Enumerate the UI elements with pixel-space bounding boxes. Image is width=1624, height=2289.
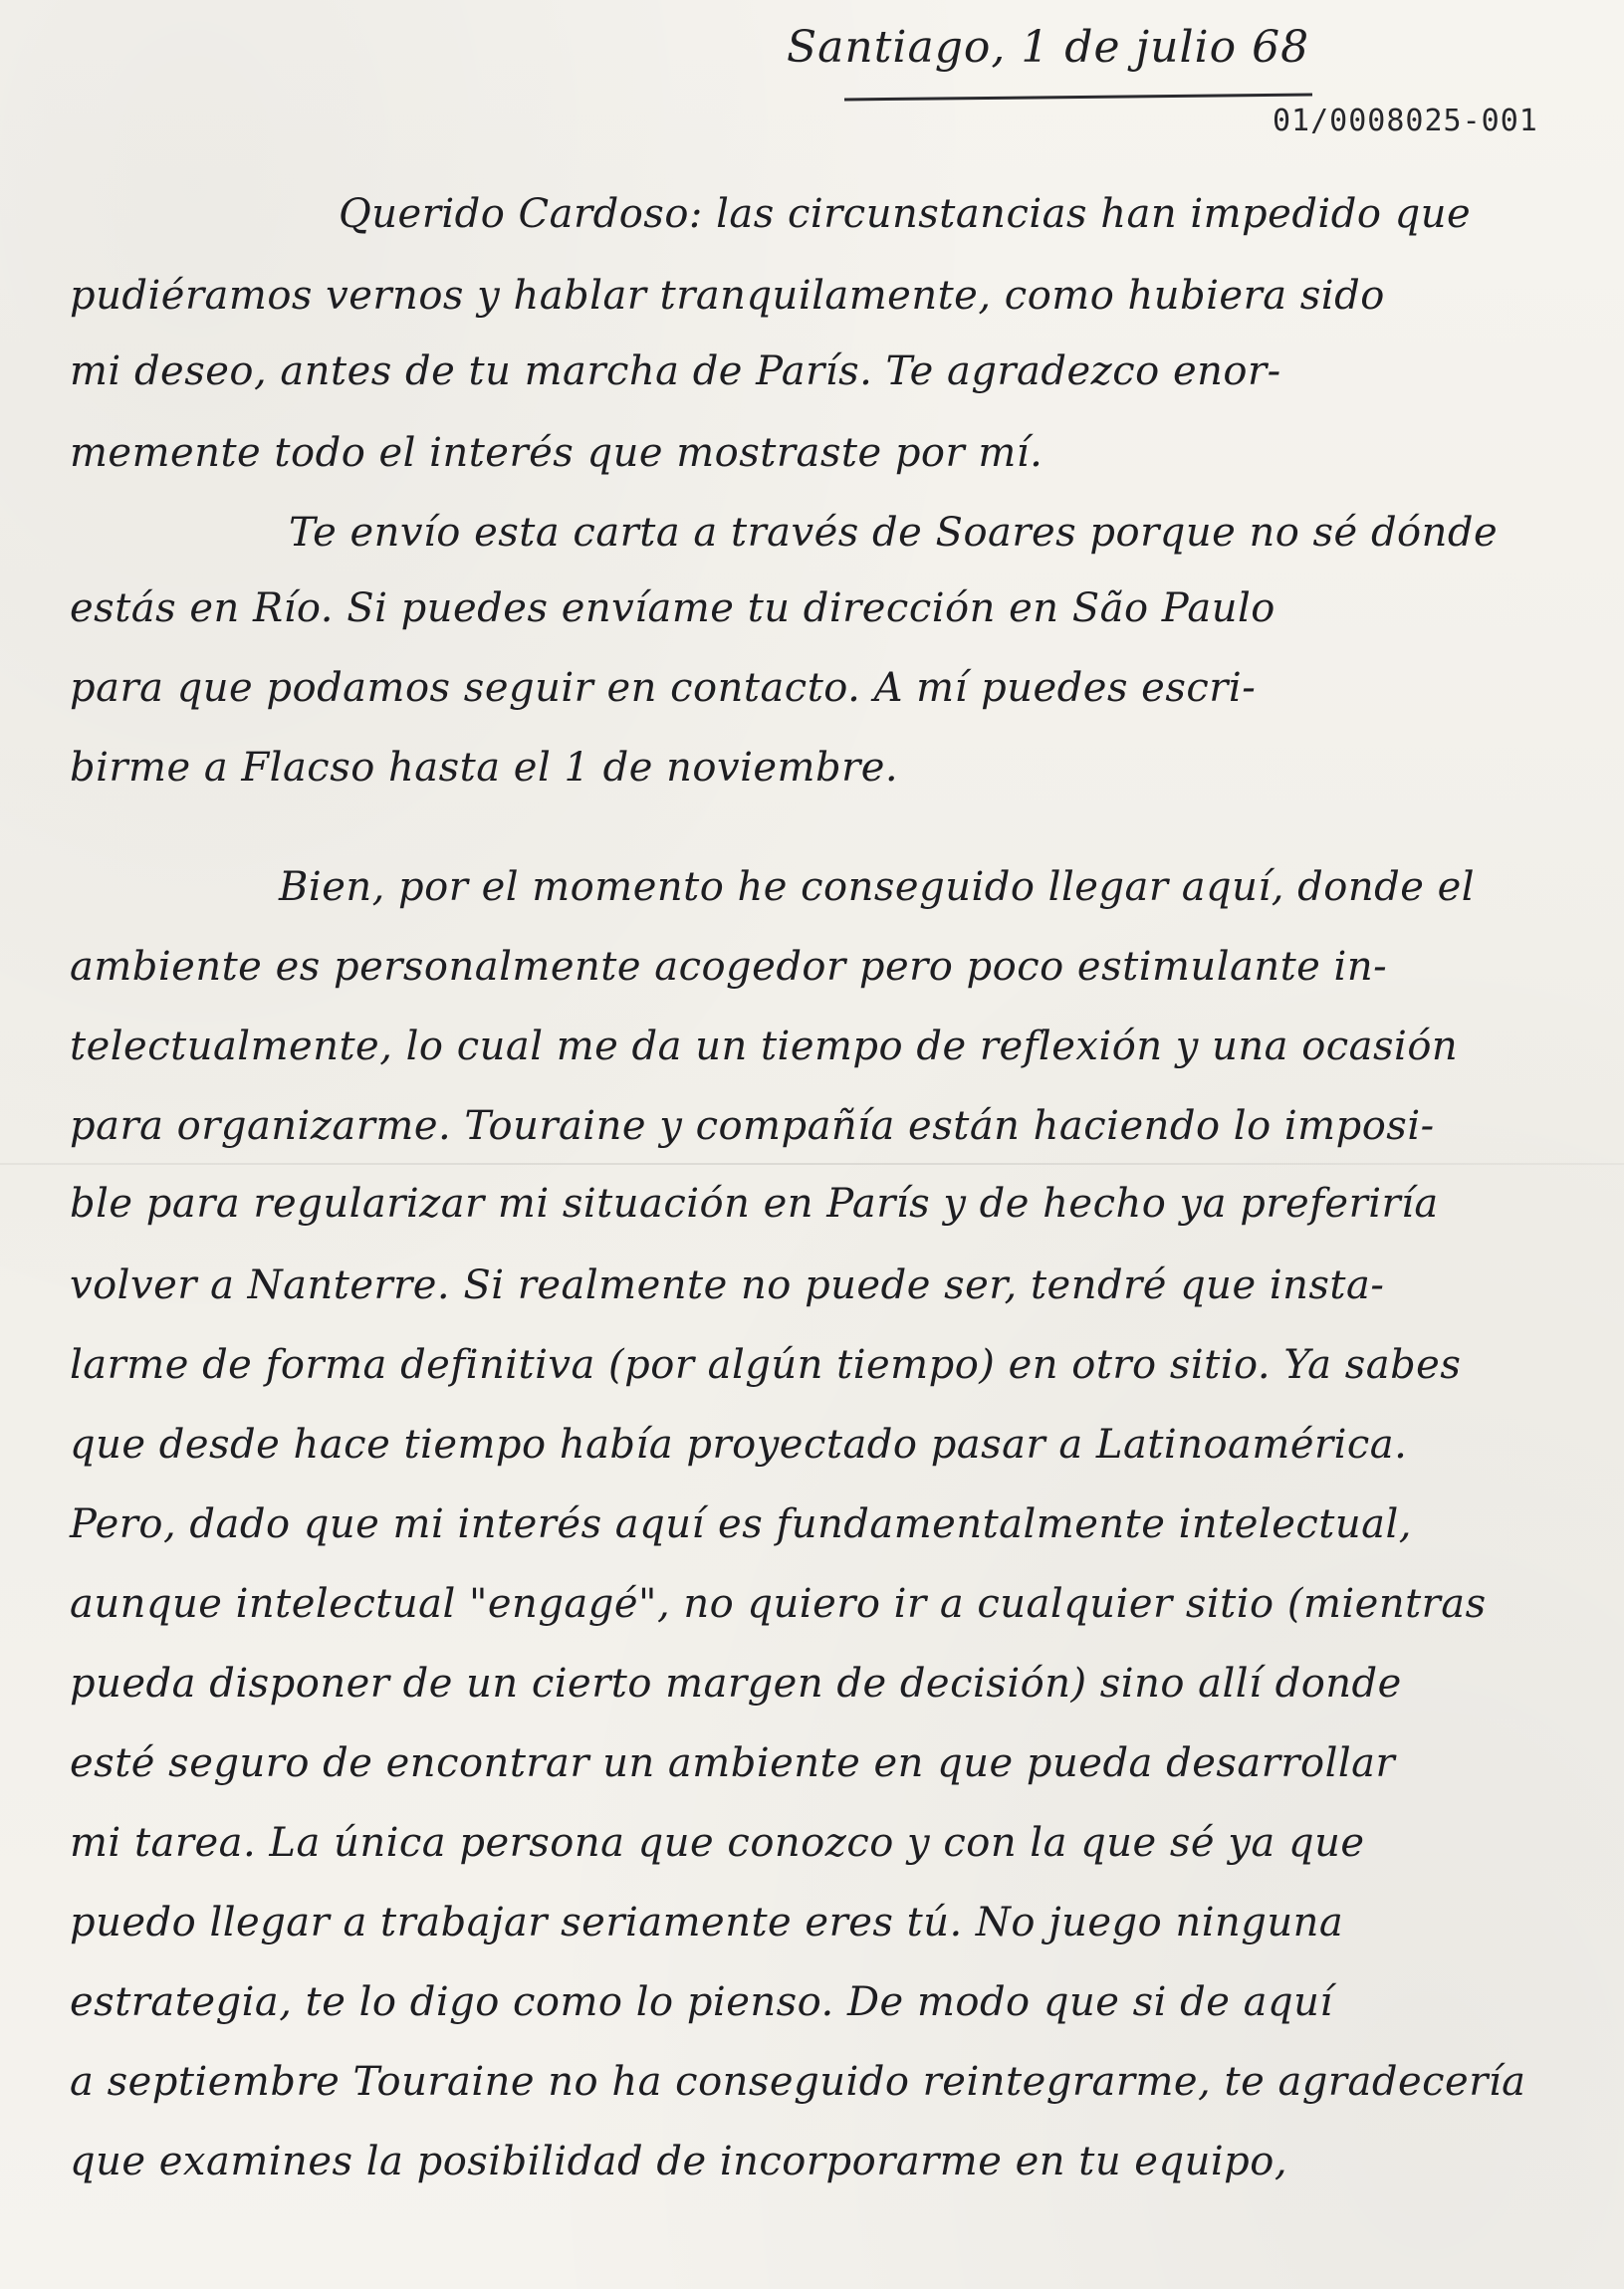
letter-line: esté seguro de encontrar un ambiente en que pueda desarrollar <box>70 1740 1396 1786</box>
letter-body <box>50 177 1588 2278</box>
letter-line: Pero, dado que mi interés aquí es fundamentalmente intelectual, <box>70 1501 1412 1547</box>
letter-line: Bien, por el momento he conseguido llegar aquí, donde el <box>279 864 1476 910</box>
letter-line: estás en Río. Si puedes envíame tu dirección en São Paulo <box>70 585 1276 631</box>
letter-line: mi tarea. La única persona que conozco y con la que sé ya que <box>70 1820 1365 1866</box>
letter-line: ambiente es personalmente acogedor pero poco estimulante in- <box>70 944 1388 990</box>
letter-line: Te envío esta carta a través de Soares porque no sé dónde <box>289 510 1499 556</box>
letter-line: para organizarme. Touraine y compañía están haciendo lo imposi- <box>70 1103 1435 1149</box>
letter-line: ble para regularizar mi situación en París y de hecho ya preferiría <box>70 1181 1439 1227</box>
letter-line: que examines la posibilidad de incorporarme en tu equipo, <box>70 2139 1288 2184</box>
letter-line: birme a Flacso hasta el 1 de noviembre. <box>70 745 899 791</box>
letter-line: memente todo el interés que mostraste por mí. <box>70 430 1044 476</box>
letter-line: a septiembre Touraine no ha conseguido reintegrarme, te agradecería <box>70 2059 1526 2105</box>
letter-line: puedo llegar a trabajar seriamente eres tú. No juego ninguna <box>70 1900 1344 1946</box>
letter-line: pudiéramos vernos y hablar tranquilamente, como hubiera sido <box>70 273 1385 319</box>
letter-line: volver a Nanterre. Si realmente no puede ser, tendré que insta- <box>70 1262 1385 1308</box>
letter-line: que desde hace tiempo había proyectado pasar a Latinoamérica. <box>70 1422 1408 1468</box>
archive-reference-code: 01/0008025-001 <box>1273 104 1538 138</box>
letter-line: aunque intelectual "engagé", no quiero ir a cualquier sitio (mientras <box>70 1581 1487 1627</box>
letter-date: Santiago, 1 de julio 68 <box>787 22 1310 73</box>
letter-line: estrategia, te lo digo como lo pienso. De modo que si de aquí <box>70 1979 1333 2025</box>
letter-line: larme de forma definitiva (por algún tiempo) en otro sitio. Ya sabes <box>70 1342 1462 1388</box>
letter-line: mi deseo, antes de tu marcha de París. Te agradezco enor- <box>70 348 1281 394</box>
letter-line: para que podamos seguir en contacto. A mí puedes escri- <box>70 665 1257 711</box>
date-underline <box>844 94 1312 102</box>
letter-line: Querido Cardoso: las circunstancias han impedido que <box>339 191 1472 237</box>
letter-line: pueda disponer de un cierto margen de decisión) sino allí donde <box>70 1661 1402 1707</box>
letter-line: telectualmente, lo cual me da un tiempo de reflexión y una ocasión <box>70 1024 1459 1069</box>
